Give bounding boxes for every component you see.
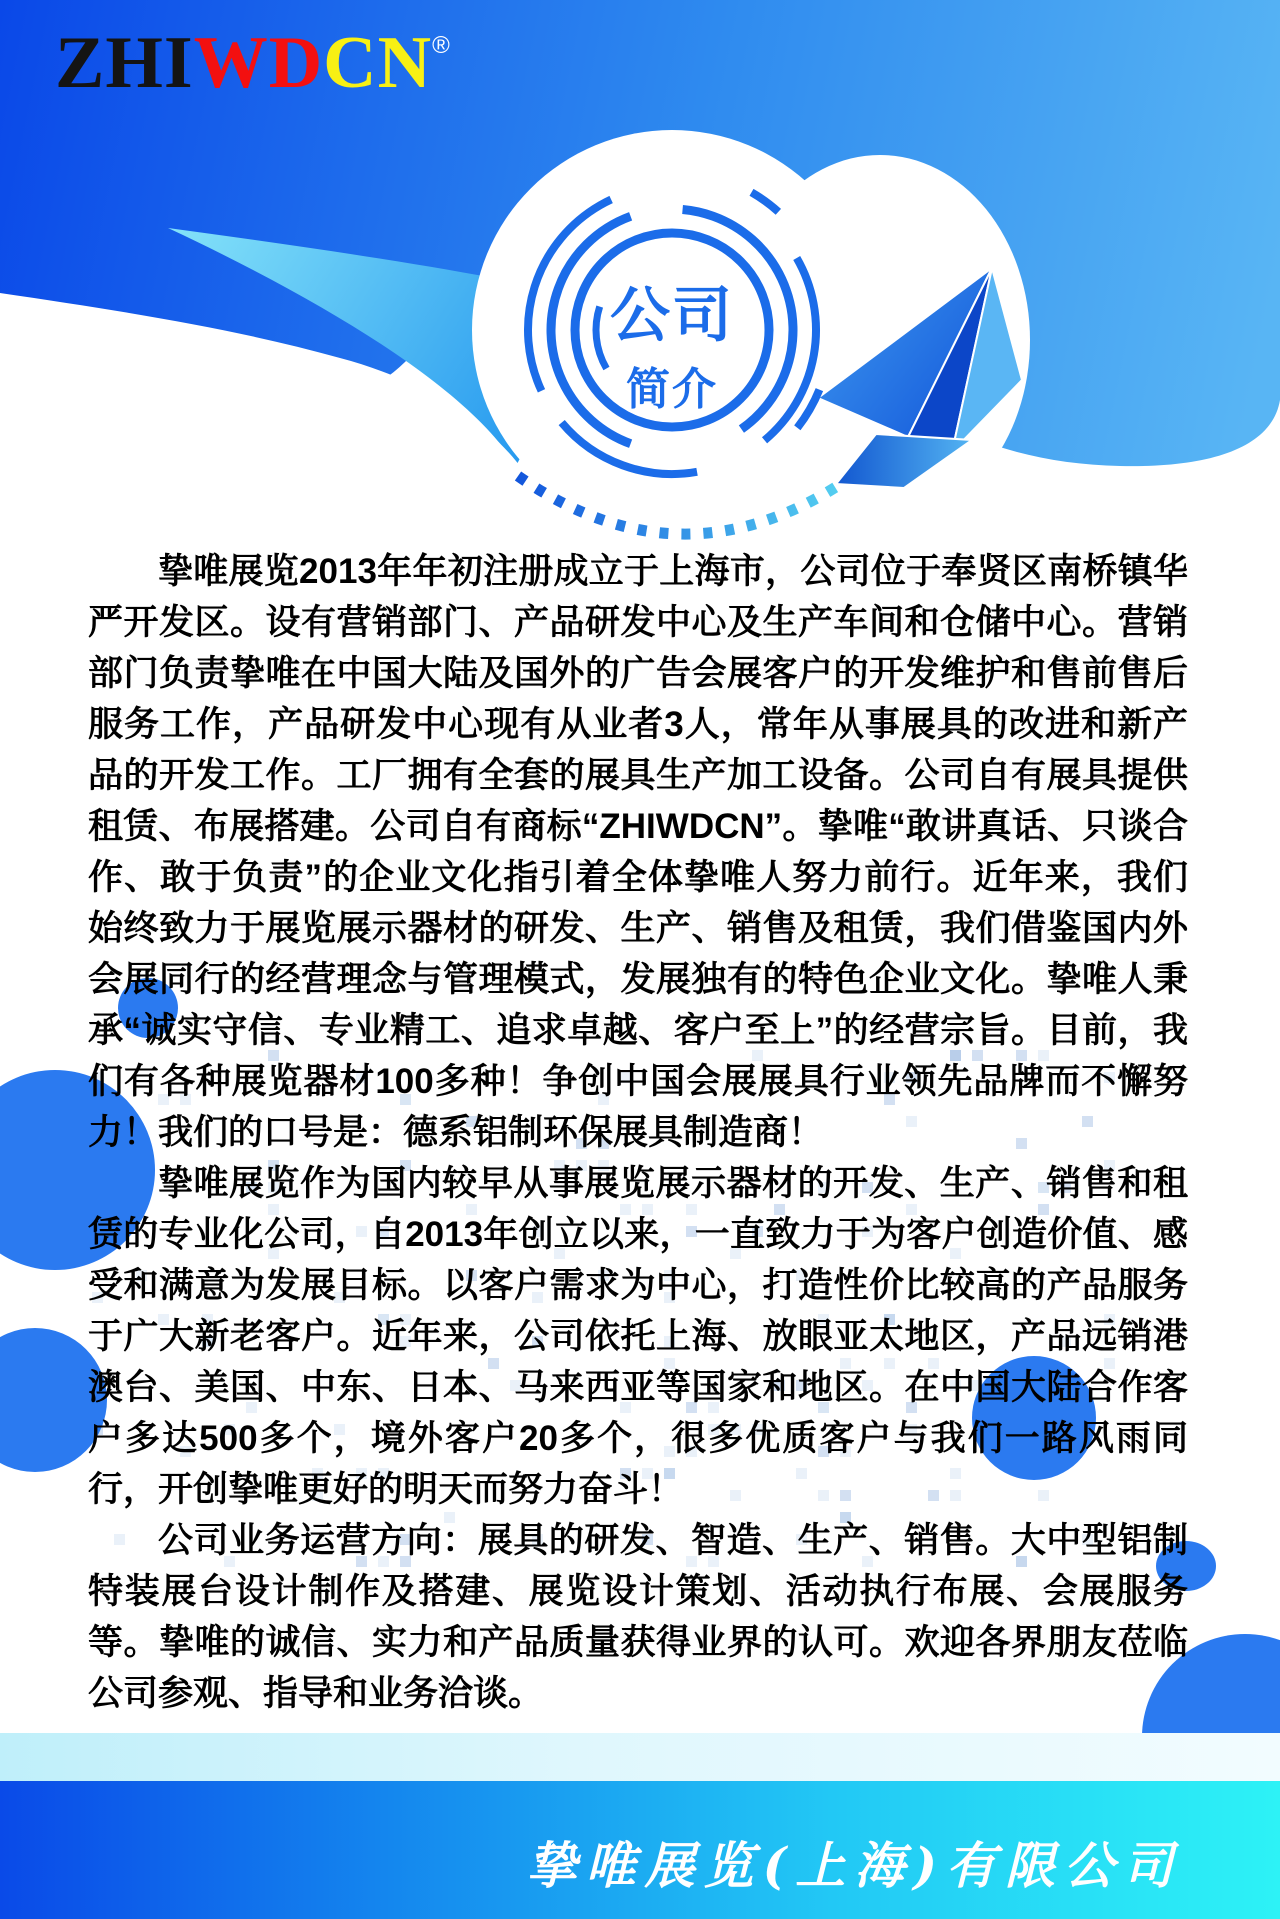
logo-text-red: WD [193, 22, 324, 104]
badge-title-line2: 简介 [626, 365, 718, 414]
company-introduction-text [88, 546, 1188, 1719]
logo-text-yellow: CN [323, 22, 433, 104]
registered-trademark-icon: ® [432, 32, 451, 59]
intro-paragraph: 挚唯展览2013年年初注册成立于上海市，公司位于奉贤区南桥镇华严开发区。设有营销部门、产品研发中心及生产车间和仓储中心。营销部门负责挚唯在中国大陆及国外的广告会展客户的开发维护和售前售后服务工作，产品研发中心现有从业者3人，常年从事展具的改进和新产品的开发工作。工厂拥有全套的展具生产加工设备。公司自有展具提供租赁、布展搭建。公司自有商标“ZHIWDCN”。挚唯“敢讲真话、只谈合作、敢于负责”的企业文化指引着全体挚唯人努力前行。近年来，我们始终致力于展览展示器材的研发、生产、销售及租赁，我们借鉴国内外会展同行的经营理念与管理模式，发展独有的特色企业文化。挚唯人秉承“诚实守信、专业精工、追求卓越、客户至上”的经营宗旨。目前，我们有各种展览器材100多种！争创中国会展展具行业领先品牌而不懈努力！我们的口号是：德系铝制环保展具制造商！ [88, 552, 1188, 1152]
intro-paragraph: 挚唯展览作为国内较早从事展览展示器材的开发、生产、销售和租赁的专业化公司，自2013年创立以来，一直致力于为客户创造价值、感受和满意为发展目标。以客户需求为中心，打造性价比较高的产品服务于广大新老客户。近年来，公司依托上海、放眼亚太地区，产品远销港澳台、美国、中东、日本、马来西亚等国家和地区。在中国大陆合作客户多达500多个，境外客户20多个，很多优质客户与我们一路风雨同行，开创挚唯更好的明天而努力奋斗！ [88, 1164, 1188, 1509]
brand-logo [55, 22, 451, 104]
footer-pale-band [0, 1733, 1280, 1781]
intro-paragraph: 公司业务运营方向：展具的研发、智造、生产、销售。大中型铝制特装展台设计制作及搭建、展览设计策划、活动执行布展、会展服务等。挚唯的诚信、实力和产品质量获得业界的认可。欢迎各界朋友莅临公司参观、指导和业务洽谈。 [88, 1521, 1188, 1713]
logo-text-black: ZHI [55, 22, 194, 104]
badge-title-line1: 公司 [610, 282, 734, 349]
footer-company-name: 挚唯展览(上海)有限公司 [526, 1836, 1182, 1895]
